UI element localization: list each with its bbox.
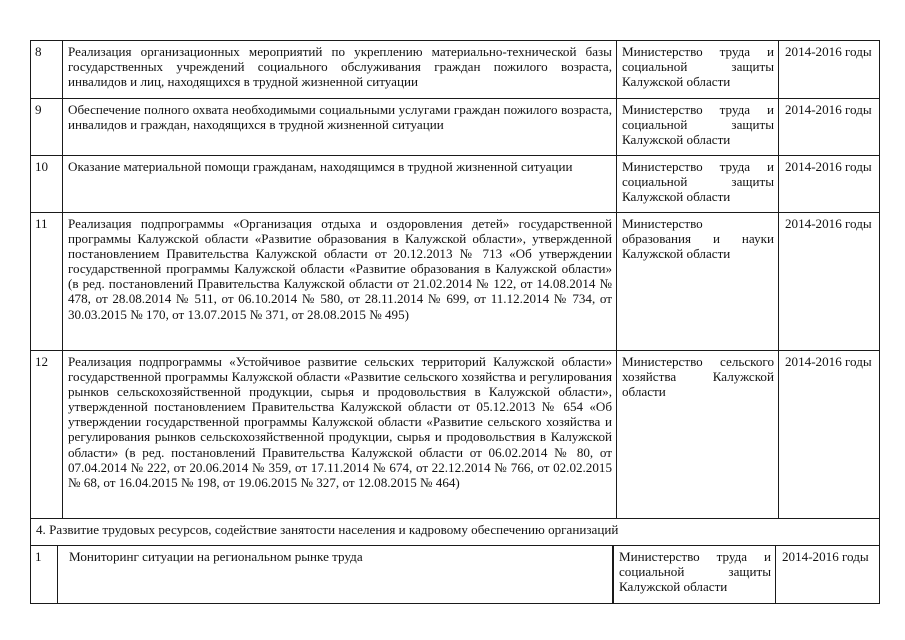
row-term: 2014-2016 годы xyxy=(785,102,872,117)
row-term: 2014-2016 годы xyxy=(785,216,872,231)
row-responsible: Министерство образования и науки Калужской области xyxy=(622,216,774,262)
table-rule xyxy=(879,40,880,604)
row-number: 9 xyxy=(35,102,42,117)
table-rule xyxy=(30,603,880,604)
row-responsible: Министерство труда и социальной защиты Калужской области xyxy=(619,549,771,595)
row-term: 2014-2016 годы xyxy=(785,159,872,174)
row-number: 10 xyxy=(35,159,49,174)
row-description: Мониторинг ситуации на региональном рынке труда xyxy=(69,549,363,564)
row-number: 12 xyxy=(35,354,49,369)
row-term: 2014-2016 годы xyxy=(785,354,872,369)
row-responsible: Министерство труда и социальной защиты Калужской области xyxy=(622,44,774,90)
row-description: Реализация организационных мероприятий по укреплению материально-технической базы государственных учреждений социального обслуживания граждан пожилого возраста, инвалидов и лиц, находящихся в трудной жизненной ситуации xyxy=(68,44,612,90)
row-description: Оказание материальной помощи гражданам, находящимся в трудной жизненной ситуации xyxy=(68,159,573,174)
row-number: 8 xyxy=(35,44,42,59)
section-heading: 4. Развитие трудовых ресурсов, содействие занятости населения и кадровому обеспечению организаций xyxy=(36,522,619,537)
row-term: 2014-2016 годы xyxy=(782,549,869,564)
row-responsible: Министерство сельского хозяйства Калужской области xyxy=(622,354,774,400)
row-responsible: Министерство труда и социальной защиты Калужской области xyxy=(622,159,774,205)
row-description: Обеспечение полного охвата необходимыми социальными услугами граждан пожилого возраста, инвалидов и граждан, находящихся в трудной жизненной ситуации xyxy=(68,102,612,133)
row-number: 1 xyxy=(35,549,42,564)
row-responsible: Министерство труда и социальной защиты Калужской области xyxy=(622,102,774,148)
row-description: Реализация подпрограммы «Устойчивое развитие сельских территорий Калужской области» государственной программы Калужской области «Развитие сельского хозяйства и регулирования рынков сельскохозяйственной продукции, сырья и продовольствия в Калужской области», утвержденной постановлением Правительства Калужской области от 05.12.2013 № 654 «Об утверждении государственной программы Калужской области «Развитие сельского хозяйства и регулирования рынков сельскохозяйственной продукции, сырья и продовольствия в Калужской области» (в ред. постановлений Правительства Калужской области от 06.02.2014 № 80, от 07.04.2014 № 222, от 20.06.2014 № 359, от 17.11.2014 № 674, от 22.12.2014 № 766, от 02.02.2015 № 68, от 16.04.2015 № 198, от 19.06.2015 № 327, от 12.08.2015 № 464) xyxy=(68,354,612,490)
row-description: Реализация подпрограммы «Организация отдыха и оздоровления детей» государственной программы Калужской области «Развитие образования в Калужской области», утвержденной постановлением Правительства Калужской области от 20.12.2013 № 713 «Об утверждении государственной программы Калужской области «Развитие образования в Калужской области» (в ред. постановлений Правительства Калужской области от 21.02.2014 № 122, от 14.08.2014 № 478, от 28.08.2014 № 511, от 06.10.2014 № 580, от 28.11.2014 № 699, от 11.12.2014 № 734, от 30.03.2015 № 170, от 13.07.2015 № 371, от 28.08.2015 № 495) xyxy=(68,216,612,322)
row-term: 2014-2016 годы xyxy=(785,44,872,59)
row-number: 11 xyxy=(35,216,48,231)
